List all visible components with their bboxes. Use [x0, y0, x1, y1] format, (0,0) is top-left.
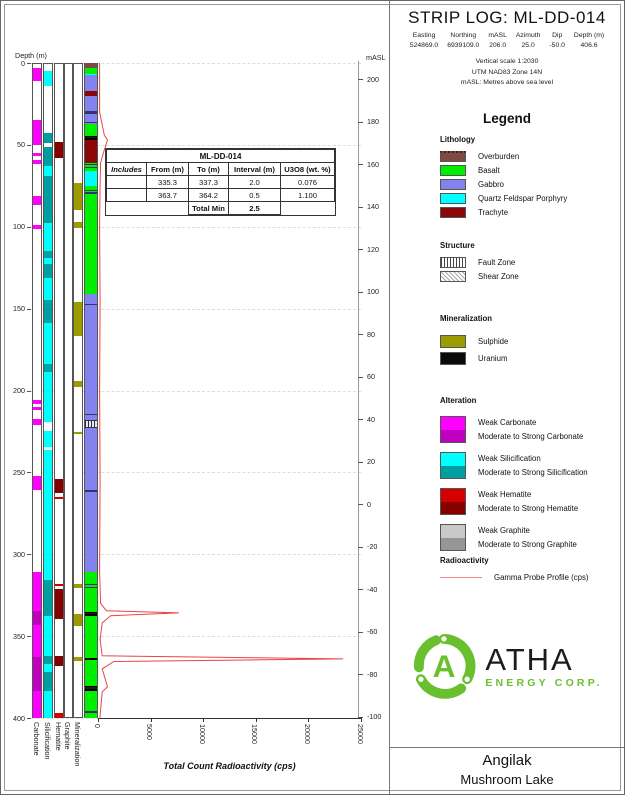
lithology-gabbro	[85, 96, 97, 124]
hematite-weak-interval	[55, 713, 63, 718]
cell-interval: 0.5	[229, 189, 281, 202]
x-axis-tick	[256, 718, 257, 722]
logo-subtitle: ENERGY CORP.	[485, 676, 603, 689]
sulphide-interval	[74, 302, 82, 336]
masl-tick	[358, 632, 363, 633]
silicification-strong-interval	[44, 251, 52, 258]
hematite-column	[54, 63, 64, 718]
x-tick-label: 5000	[145, 724, 155, 740]
cell-includes	[107, 176, 147, 189]
x-tick-label: 20000	[302, 724, 312, 744]
silicification-weak-interval	[44, 431, 52, 447]
uranium-zone	[85, 612, 97, 616]
lithology-label: Gabbro	[478, 179, 505, 189]
masl-tick-label: 200	[367, 74, 379, 84]
lithology-dark-band	[85, 167, 97, 168]
hematite-strong-interval	[55, 589, 63, 619]
cell-includes	[107, 189, 147, 202]
structure-heading: Structure	[440, 241, 475, 250]
page-title: STRIP LOG: ML-DD-014	[408, 8, 606, 27]
carbonate-weak-interval	[33, 225, 41, 229]
masl-tick-label: 160	[367, 159, 379, 169]
field-value: 406.6	[580, 42, 598, 50]
masl-tick	[358, 674, 363, 675]
masl-tick	[358, 79, 363, 80]
masl-tick	[358, 377, 363, 378]
silicification-strong-interval	[44, 147, 52, 167]
field-label: mASL	[488, 32, 507, 39]
depth-tick	[27, 227, 31, 228]
masl-note: mASL: Metres above sea level	[460, 79, 554, 87]
field-value: 206.0	[489, 42, 507, 50]
hematite-weak-interval	[55, 584, 63, 586]
depth-tick-label: 250	[13, 467, 25, 477]
x-axis-tick	[151, 718, 152, 722]
qfp-swatch	[440, 193, 466, 204]
masl-tick	[358, 462, 363, 463]
total-label: Total Min	[189, 202, 229, 215]
shear-zone-label: Shear Zone	[478, 271, 519, 281]
alteration-heading: Alteration	[440, 396, 477, 405]
total-value: 2.5	[229, 202, 281, 215]
carbonate-strong-interval	[33, 657, 41, 691]
trachyte-swatch	[440, 207, 466, 218]
cell-interval: 2.0	[229, 176, 281, 189]
carbonate-swatch	[440, 416, 466, 443]
weak-label: Weak Graphite	[478, 526, 530, 535]
legend-lithology	[440, 135, 618, 221]
interval-table-title: ML-DD-014	[107, 150, 335, 163]
x-tick-label: 0	[92, 724, 102, 728]
field-value: -50.0	[549, 42, 565, 50]
depth-tick	[27, 554, 31, 555]
carbonate-weak-interval	[33, 153, 41, 156]
vertical-scale: Vertical scale 1:2030	[475, 58, 539, 66]
lithology-dark-band	[85, 711, 97, 712]
lithology-basalt	[85, 186, 97, 294]
weak-label: Weak Silicification	[478, 454, 541, 463]
depth-tick	[27, 472, 31, 473]
silicification-weak-interval	[44, 223, 52, 252]
masl-tick	[358, 207, 363, 208]
silicification-strong-interval	[44, 133, 52, 144]
uranium-label: Uranium	[478, 353, 508, 363]
depth-tick	[27, 309, 31, 310]
masl-axis-label: mASL	[366, 53, 386, 62]
alteration-carbonate	[440, 416, 618, 443]
lithology-qfp	[85, 171, 97, 186]
col-to: To (m)	[189, 163, 229, 176]
carbonate-weak-interval	[33, 160, 41, 164]
info-panel	[389, 1, 624, 794]
lithology-basalt	[85, 124, 97, 136]
masl-tick-label: -80	[367, 669, 378, 679]
uranium-zone	[85, 658, 97, 660]
carbonate-weak-interval	[33, 120, 41, 145]
masl-tick-label: -40	[367, 584, 378, 594]
masl-tick-label: 20	[367, 457, 375, 466]
hole-metadata	[390, 31, 624, 51]
masl-tick-label: 180	[367, 117, 379, 126]
masl-tick	[358, 292, 363, 293]
silicification-strong-interval	[44, 656, 52, 664]
depth-tick	[27, 145, 31, 146]
legend-title: Legend	[482, 110, 531, 126]
scale-notes	[390, 57, 624, 89]
field-value: 524869.0	[409, 42, 439, 50]
carbonate-weak-interval	[33, 400, 41, 403]
lithology-dark-band	[85, 190, 97, 191]
masl-tick	[358, 164, 363, 165]
legend-radioactivity	[440, 556, 618, 582]
table-row	[107, 176, 335, 189]
x-axis-tick	[361, 718, 362, 722]
lithology-label: Overburden	[478, 151, 520, 161]
carbonate-weak-interval	[33, 476, 41, 491]
table-total-row	[107, 202, 335, 215]
legend-alteration	[440, 396, 618, 560]
lithology-dark-band	[85, 122, 97, 123]
depth-tick-label: 200	[13, 386, 25, 395]
strong-label: Moderate to Strong Hematite	[478, 503, 579, 513]
masl-tick-label: 100	[367, 287, 379, 296]
uranium-zone	[85, 136, 97, 140]
silicification-weak-interval	[44, 450, 52, 580]
overburden-swatch	[440, 151, 466, 162]
lithology-dark-band	[85, 111, 97, 113]
silicification-weak-interval	[44, 166, 52, 176]
radioactivity-heading: Radioactivity	[440, 556, 489, 565]
graphite-column	[64, 63, 73, 718]
gamma-label: Gamma Probe Profile (cps)	[494, 573, 589, 582]
svg-text:A: A	[432, 648, 456, 685]
uranium-swatch	[440, 352, 466, 365]
sulphide-interval	[74, 657, 82, 661]
strong-label: Moderate to Strong Graphite	[478, 539, 577, 549]
graphite-swatch	[440, 524, 466, 551]
hematite-strong-interval	[55, 142, 63, 158]
alteration-graphite	[440, 524, 618, 551]
depth-tick-label: 50	[17, 140, 25, 150]
depth-axis-label: Depth (m)	[15, 51, 47, 60]
column-label-silicification: Silicification	[42, 722, 52, 760]
silicification-weak-interval	[44, 664, 52, 672]
strong-label: Moderate to Strong Carbonate	[478, 431, 584, 441]
weak-label: Weak Hematite	[478, 490, 532, 499]
fault-zone-label: Fault Zone	[478, 257, 516, 267]
masl-tick	[358, 249, 363, 250]
silicification-strong-interval	[44, 176, 52, 223]
cell-u3o8: 0.076	[281, 176, 335, 189]
lithology-basalt	[85, 572, 97, 718]
carbonate-weak-interval	[33, 407, 41, 410]
company-logo	[390, 633, 624, 699]
lithology-label: Quartz Feldspar Porphyry	[478, 193, 568, 203]
lithology-gabbro	[85, 75, 97, 91]
field-label: Azimuth	[515, 32, 541, 39]
masl-tick-label: 80	[367, 329, 375, 339]
silicification-strong-interval	[44, 672, 52, 691]
depth-tick-label: 100	[13, 222, 25, 232]
lithology-dark-band	[85, 587, 97, 588]
atha-logo-icon	[411, 633, 477, 699]
masl-tick-label: -60	[367, 627, 378, 636]
col-u3o8: U3O8 (wt. %)	[281, 163, 335, 176]
hematite-swatch	[440, 488, 466, 515]
fault-zone-swatch	[440, 257, 466, 268]
masl-tick-label: 0	[367, 499, 371, 509]
silicification-strong-interval	[44, 364, 52, 372]
masl-tick	[358, 589, 363, 590]
cell-to: 364.2	[189, 189, 229, 202]
cell-to: 337.3	[189, 176, 229, 189]
lithology-dark-band	[85, 414, 97, 415]
field-label: Depth (m)	[573, 32, 605, 39]
x-axis-title: Total Count Radioactivity (cps)	[163, 761, 296, 771]
masl-tick-label: 40	[367, 414, 375, 424]
carbonate-weak-interval	[33, 419, 41, 425]
silicification-weak-interval	[44, 372, 52, 422]
sulphide-interval	[74, 584, 82, 588]
silicification-weak-interval	[44, 323, 52, 364]
sulphide-interval	[74, 614, 82, 626]
weak-label: Weak Carbonate	[478, 418, 537, 427]
lithology-dark-band	[85, 490, 97, 492]
sulphide-interval	[74, 183, 82, 211]
lithology-label: Trachyte	[478, 207, 509, 217]
alteration-silicification	[440, 452, 618, 479]
basalt-swatch	[440, 165, 466, 176]
lithology-dark-band	[85, 304, 97, 305]
col-from: From (m)	[147, 163, 189, 176]
hematite-weak-interval	[55, 497, 63, 499]
silicification-weak-interval	[44, 691, 52, 718]
cell-from: 363.7	[147, 189, 189, 202]
x-tick-label: 15000	[250, 724, 260, 744]
silicification-strong-interval	[44, 580, 52, 615]
silicification-strong-interval	[44, 264, 52, 277]
project-name: Angilak	[482, 752, 532, 769]
fault-zone	[85, 420, 97, 428]
sulphide-interval	[74, 381, 82, 388]
depth-tick-label: 350	[13, 631, 25, 641]
strong-label: Moderate to Strong Silicification	[478, 467, 588, 477]
field-label: Northing	[450, 32, 477, 39]
x-axis-tick	[203, 718, 204, 722]
lithology-dark-band	[85, 584, 97, 585]
masl-tick	[358, 547, 363, 548]
utm-zone: UTM NAD83 Zone 14N	[471, 68, 543, 76]
hematite-strong-interval	[55, 656, 63, 666]
column-label-graphite: Graphite	[63, 722, 72, 750]
masl-tick	[358, 419, 363, 420]
field-label: Easting	[412, 32, 436, 39]
mineralization-heading: Mineralization	[440, 314, 492, 323]
legend-mineralization	[440, 314, 618, 368]
masl-tick	[358, 122, 363, 123]
depth-tick	[27, 391, 31, 392]
logo-name: ATHA	[485, 641, 574, 677]
masl-tick-label: 60	[367, 372, 375, 381]
shear-zone-swatch	[440, 271, 466, 282]
x-axis-tick	[308, 718, 309, 722]
carbonate-weak-interval	[33, 196, 41, 206]
depth-tick-label: 150	[13, 304, 25, 314]
column-label-mineralization: Mineralization	[72, 722, 82, 767]
sulphide-swatch	[440, 335, 466, 348]
column-label-hematite: Hematite	[53, 722, 63, 751]
x-axis-tick	[98, 718, 99, 722]
cell-u3o8: 1.100	[281, 189, 335, 202]
depth-tick-label: 400	[13, 713, 25, 723]
carbonate-weak-interval	[33, 572, 41, 718]
project-footer	[390, 747, 624, 794]
masl-tick-label: 140	[367, 202, 379, 211]
cell-from: 335.3	[147, 176, 189, 189]
alteration-hematite	[440, 488, 618, 515]
legend-structure	[440, 241, 618, 285]
silicification-weak-interval	[44, 71, 52, 86]
x-axis-line	[98, 718, 361, 719]
sulphide-interval	[74, 222, 82, 229]
x-tick-label: 10000	[197, 724, 207, 744]
sulphide-interval	[74, 432, 82, 434]
depth-tick-label: 0	[21, 58, 25, 68]
interval-table	[106, 149, 335, 215]
depth-tick	[27, 63, 31, 64]
sulphide-label: Sulphide	[478, 337, 509, 346]
col-includes: Includes	[107, 163, 147, 176]
silicification-weak-interval	[44, 616, 52, 656]
silicification-swatch	[440, 452, 466, 479]
gabbro-swatch	[440, 179, 466, 190]
table-row	[107, 189, 335, 202]
lithology-dark-band	[85, 192, 97, 193]
carbonate-strong-interval	[33, 611, 41, 625]
carbonate-weak-interval	[33, 68, 41, 81]
depth-tick-label: 300	[13, 549, 25, 559]
lithology-gabbro	[85, 294, 97, 572]
depth-tick	[27, 636, 31, 637]
strip-log-chart	[1, 1, 389, 796]
masl-tick-label: -20	[367, 542, 378, 551]
lithology-heading: Lithology	[440, 135, 476, 144]
masl-axis-line	[358, 61, 359, 718]
hematite-strong-interval	[55, 479, 63, 493]
field-value: 6939109.0	[447, 42, 480, 50]
masl-tick	[358, 504, 363, 505]
x-tick-label: 25000	[355, 724, 365, 744]
field-value: 25.0	[521, 42, 535, 50]
masl-tick-label: 120	[367, 244, 379, 254]
masl-tick	[358, 334, 363, 335]
uranium-zone	[85, 686, 97, 691]
column-label-carbonate: Carbonate	[31, 722, 41, 756]
field-label: Dip	[552, 32, 563, 39]
lithology-dark-band	[85, 164, 97, 165]
silicification-weak-interval	[44, 278, 52, 301]
silicification-strong-interval	[44, 300, 52, 323]
masl-tick-label: -100	[367, 712, 382, 721]
lithology-label: Basalt	[478, 165, 500, 175]
area-name: Mushroom Lake	[460, 772, 554, 787]
depth-tick	[27, 718, 31, 719]
col-interval: Interval (m)	[229, 163, 281, 176]
gamma-line-swatch	[440, 577, 482, 578]
